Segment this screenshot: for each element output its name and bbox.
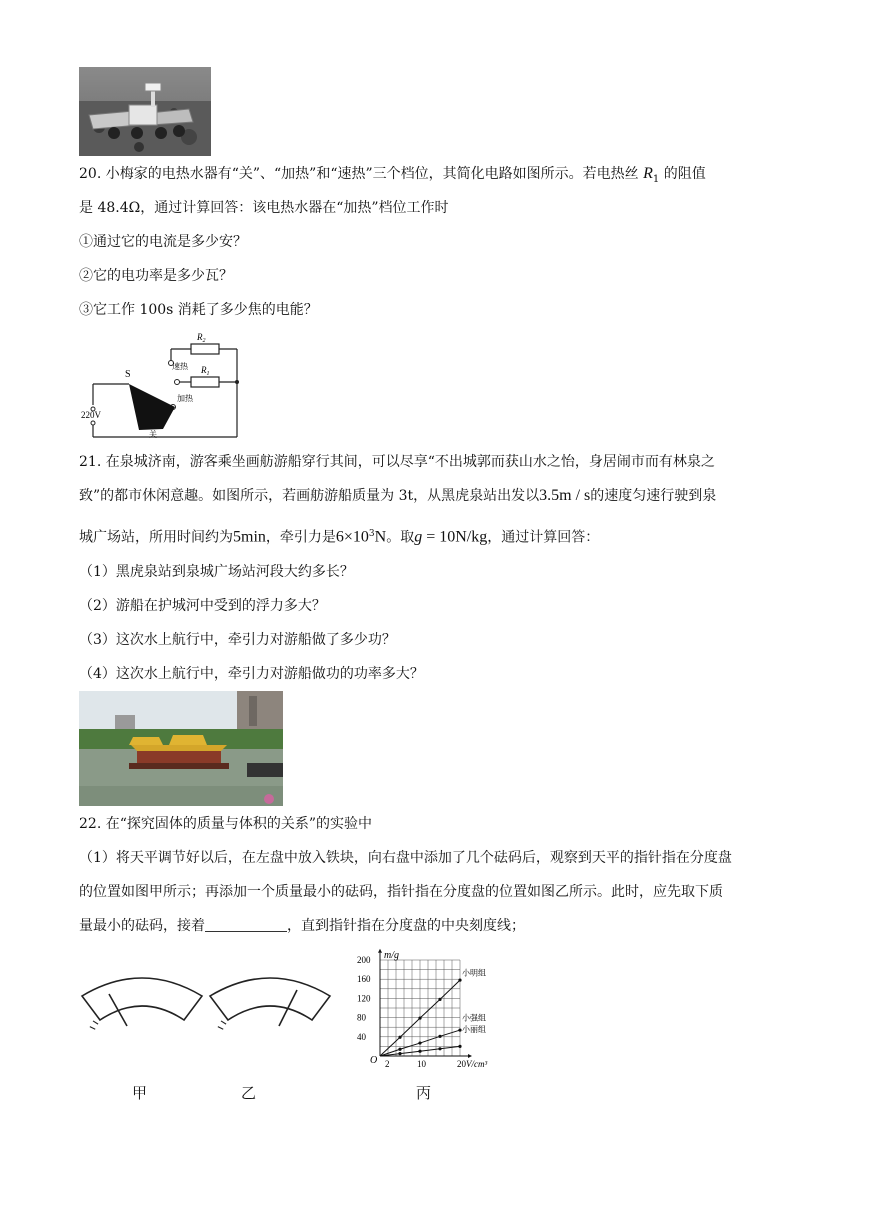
r1-label: $R_1$ (201, 365, 210, 377)
q21-sub2: （2）游船在护城河中受到的浮力多大？ (79, 598, 326, 614)
r2-label: $R_2$ (197, 332, 206, 344)
caption-jia: 甲 (132, 1084, 148, 1102)
q20-stem-line2: 是 48.4Ω，通过计算回答：该电热水器在“加热”档位工作时 (79, 200, 449, 216)
data-point (418, 1050, 421, 1053)
data-point (398, 1052, 401, 1055)
q21-sub1: （1）黑虎泉站到泉城广场站河段大约多长？ (79, 564, 354, 580)
dial-tick (90, 1027, 95, 1030)
q21-stem-line3: 城广场站，所用时间约为5min，牵引力是$6\times 10^3N$。取g = 10N/kg，通过计算回答： (79, 528, 600, 546)
origin-label: O (370, 1055, 378, 1066)
fast-heat-label: 速热 (172, 362, 188, 371)
y-tick-label: 80 (357, 1012, 366, 1023)
data-point (458, 979, 461, 982)
q20-sub1: ①通过它的电流是多少安？ (79, 234, 247, 250)
q21-sub4: （4）这次水上航行中，牵引力对游船做功的功率多大？ (79, 666, 424, 682)
switch-label: S (125, 369, 131, 380)
q22-part1-line2: 的位置如图甲所示；再添加一个质量最小的砝码，指针指在分度盘的位置如图乙所示。此时，应先取下质 (79, 884, 723, 900)
data-point (438, 998, 441, 1001)
series-label: 小明组 (462, 968, 486, 978)
data-point (418, 1041, 421, 1044)
off-label: 关 (149, 430, 157, 439)
dial-tick (221, 1021, 226, 1024)
x-tick-label: 20 (457, 1059, 466, 1069)
dial-tick (218, 1027, 223, 1030)
y-tick-label: 200 (357, 955, 371, 965)
balance-dial-yi (207, 972, 333, 1032)
q22-part1-line3: 量最小的砝码，接着 ，直到指针指在分度盘的中央刻度线； (79, 918, 525, 934)
q21-stem-line2: 致”的都市休闲意趣。如图所示，若画舫游船质量为 3t，从黑虎泉站出发以3.5m / s的速度匀速行驶到泉 (79, 487, 717, 504)
y-axis-arrow (378, 949, 382, 953)
series-label: 小强组 (462, 1013, 486, 1023)
answer-blank[interactable] (205, 917, 287, 932)
x-tick-label: 2 (385, 1059, 390, 1069)
data-point (398, 1036, 401, 1039)
mass-volume-chart (350, 948, 520, 1072)
q20-sub2: ②它的电功率是多少瓦？ (79, 268, 233, 284)
data-point (438, 1047, 441, 1050)
q22-stem-line1: 22. 在“探究固体的质量与体积的关系”的实验中 (79, 816, 373, 832)
circuit-diagram (79, 327, 244, 441)
data-point (398, 1048, 401, 1051)
x-axis-label: V/cm³ (466, 1059, 488, 1069)
dial-tick (93, 1021, 98, 1024)
x-tick-label: 10 (417, 1059, 426, 1069)
q20-sub3: ③它工作 100s 消耗了多少焦的电能？ (79, 302, 318, 318)
data-point (458, 1045, 461, 1048)
y-axis-label: m/g (384, 950, 399, 961)
y-tick-label: 120 (357, 993, 371, 1004)
data-point (418, 1016, 421, 1019)
q21-sub3: （3）这次水上航行中，牵引力对游船做了多少功？ (79, 632, 396, 648)
balance-dial-jia (79, 972, 205, 1032)
data-point (438, 1035, 441, 1038)
q21-stem-line1: 21. 在泉城济南，游客乘坐画舫游船穿行其间，可以尽享“不出城郭而获山水之怡，身居闹市而有林泉之 (79, 454, 715, 470)
caption-bing: 丙 (416, 1084, 432, 1102)
heat-label: 加热 (177, 394, 193, 403)
mars-rover-photo (79, 67, 211, 156)
y-tick-label: 40 (357, 1031, 366, 1042)
x-axis-arrow (468, 1054, 472, 1058)
q22-part1-line1: （1）将天平调节好以后，在左盘中放入铁块，向右盘中添加了几个砝码后，观察到天平的指针指在分度盘 (79, 850, 732, 866)
caption-yi: 乙 (241, 1084, 257, 1102)
pleasure-boat-photo (79, 691, 283, 806)
voltage-label: 220V (81, 410, 101, 420)
q20-stem-line1: 20. 小梅家的电热水器有“关”、“加热”和“速热”三个档位，其简化电路如图所示。若电热丝 $R_1$ 的阻值 (79, 165, 706, 185)
y-tick-label: 160 (357, 974, 371, 985)
series-label: 小丽组 (462, 1025, 486, 1034)
